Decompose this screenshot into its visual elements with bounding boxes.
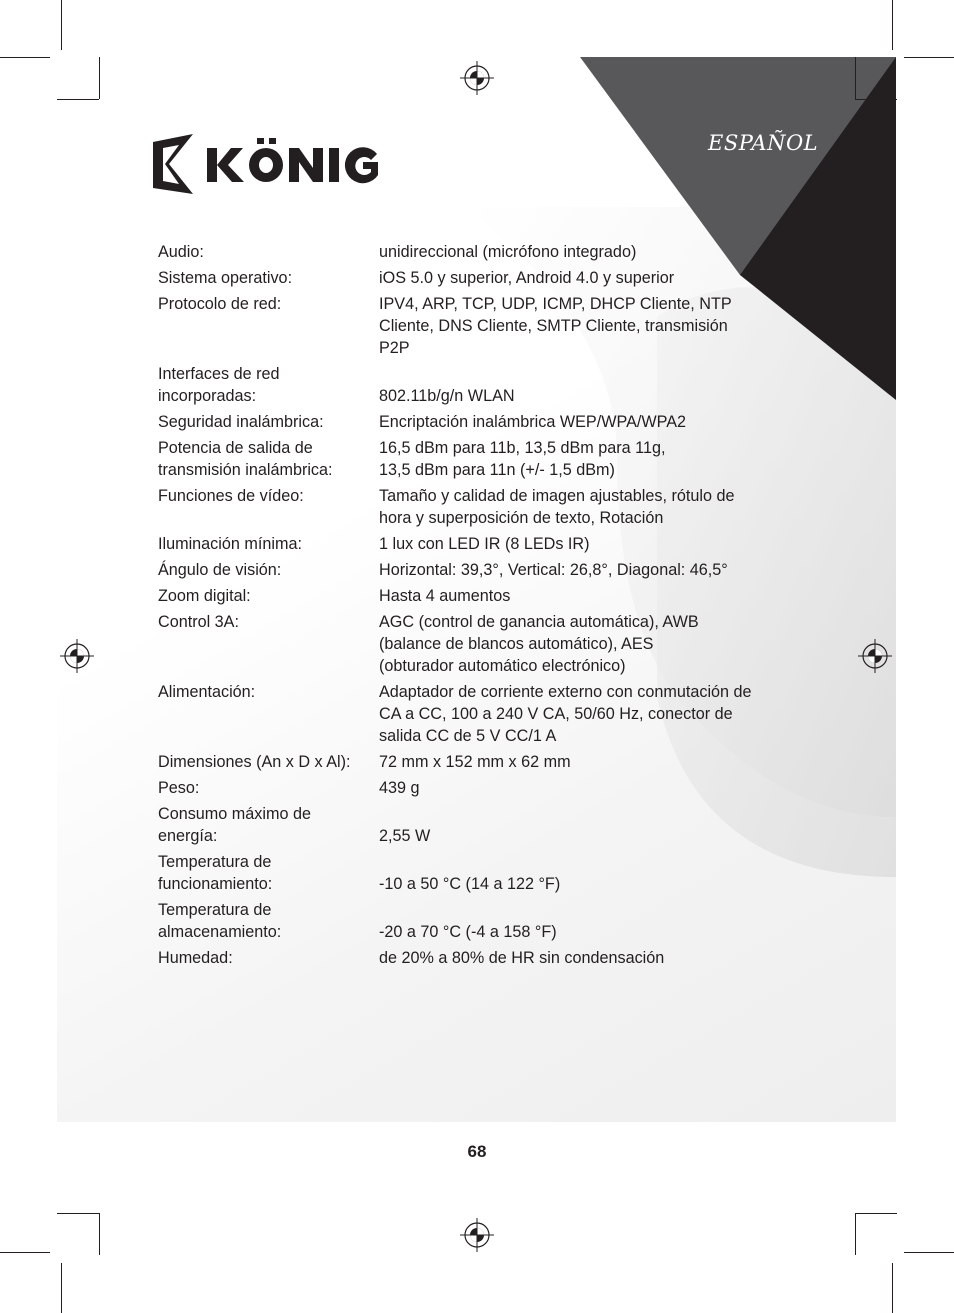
- spec-row: [158, 363, 758, 407]
- spec-label: Alimentación:: [158, 683, 256, 701]
- specifications-table: [158, 241, 758, 973]
- registration-mark-icon: [60, 639, 94, 673]
- spec-label: Temperatura de almacenamiento:: [158, 901, 282, 941]
- crop-mark: [892, 0, 893, 50]
- spec-value: 1 lux con LED IR (8 LEDs IR): [379, 535, 590, 553]
- spec-value: -20 a 70 °C (-4 a 158 °F): [379, 923, 557, 941]
- spec-row: [158, 267, 758, 289]
- language-heading: ESPAÑOL: [708, 131, 819, 155]
- crop-mark: [61, 1263, 62, 1313]
- spec-label: Temperatura de funcionamiento:: [158, 853, 273, 893]
- spec-label: Peso:: [158, 779, 200, 797]
- page-number: 68: [467, 1142, 487, 1161]
- spec-row: [158, 437, 758, 481]
- spec-row: [158, 851, 758, 895]
- crop-mark: [904, 1252, 954, 1253]
- crop-mark: [892, 1263, 893, 1313]
- spec-value: IPV4, ARP, TCP, UDP, ICMP, DHCP Cliente, NTP Cliente, DNS Cliente, SMTP Cliente, transmisión P2P: [379, 295, 732, 357]
- spec-row: [158, 899, 758, 943]
- spec-value: Encriptación inalámbrica WEP/WPA/WPA2: [379, 413, 687, 431]
- crop-mark: [855, 99, 897, 100]
- spec-value: 16,5 dBm para 11b, 13,5 dBm para 11g, 13,5 dBm para 11n (+/- 1,5 dBm): [379, 439, 666, 479]
- crop-mark: [855, 57, 856, 99]
- spec-value: 439 g: [379, 779, 420, 797]
- spec-row: [158, 241, 758, 263]
- registration-mark-icon: [858, 639, 892, 673]
- crop-mark: [904, 57, 954, 58]
- spec-value: 2,55 W: [379, 827, 431, 845]
- spec-label: Protocolo de red:: [158, 295, 282, 313]
- spec-value: 802.11b/g/n WLAN: [379, 387, 515, 405]
- registration-mark-icon: [460, 61, 494, 95]
- spec-label: Funciones de vídeo:: [158, 487, 304, 505]
- crop-mark: [57, 1213, 99, 1214]
- spec-label: Zoom digital:: [158, 587, 251, 605]
- spec-value: AGC (control de ganancia automática), AWB (balance de blancos automático), AES (obturador automático electrónico): [379, 613, 699, 675]
- crop-mark: [99, 1213, 100, 1255]
- spec-row: [158, 411, 758, 433]
- registration-mark-icon: [460, 1218, 494, 1252]
- spec-label: Iluminación mínima:: [158, 535, 302, 553]
- spec-value: iOS 5.0 y superior, Android 4.0 y superior: [379, 269, 675, 287]
- spec-value: Adaptador de corriente externo con conmutación de CA a CC, 100 a 240 V CA, 50/60 Hz, conector de salida CC de 5 V CC/1 A: [379, 683, 752, 745]
- spec-label: Potencia de salida de transmisión inalámbrica:: [158, 439, 333, 479]
- crop-mark: [99, 57, 100, 99]
- spec-label: Audio:: [158, 243, 204, 261]
- spec-label: Consumo máximo de energía:: [158, 805, 311, 845]
- crop-mark: [61, 0, 62, 50]
- spec-row: [158, 293, 758, 359]
- spec-row: [158, 611, 758, 677]
- spec-value: 72 mm x 152 mm x 62 mm: [379, 753, 571, 771]
- spec-row: [158, 803, 758, 847]
- crop-mark: [0, 57, 50, 58]
- spec-row: [158, 751, 758, 773]
- spec-label: Interfaces de red incorporadas:: [158, 365, 280, 405]
- spec-value: Horizontal: 39,3°, Vertical: 26,8°, Diagonal: 46,5°: [379, 561, 728, 579]
- spec-value: unidireccional (micrófono integrado): [379, 243, 637, 261]
- spec-label: Dimensiones (An x D x Al):: [158, 753, 351, 771]
- spec-value: Tamaño y calidad de imagen ajustables, rótulo de hora y superposición de texto, Rotación: [379, 487, 735, 527]
- spec-value: Hasta 4 aumentos: [379, 587, 511, 605]
- crop-mark: [855, 1213, 856, 1255]
- spec-row: [158, 681, 758, 747]
- spec-row: [158, 777, 758, 799]
- spec-row: [158, 533, 758, 555]
- spec-value: de 20% a 80% de HR sin condensación: [379, 949, 665, 967]
- crop-mark: [855, 1213, 897, 1214]
- spec-label: Control 3A:: [158, 613, 239, 631]
- spec-row: [158, 559, 758, 581]
- spec-row: [158, 585, 758, 607]
- spec-row: [158, 485, 758, 529]
- spec-label: Seguridad inalámbrica:: [158, 413, 324, 431]
- spec-label: Humedad:: [158, 949, 233, 967]
- spec-value: -10 a 50 °C (14 a 122 °F): [379, 875, 561, 893]
- crop-mark: [57, 99, 99, 100]
- spec-row: [158, 947, 758, 969]
- crop-mark: [0, 1252, 50, 1253]
- konig-logo: [153, 134, 378, 196]
- spec-label: Sistema operativo:: [158, 269, 293, 287]
- spec-label: Ángulo de visión:: [158, 561, 282, 579]
